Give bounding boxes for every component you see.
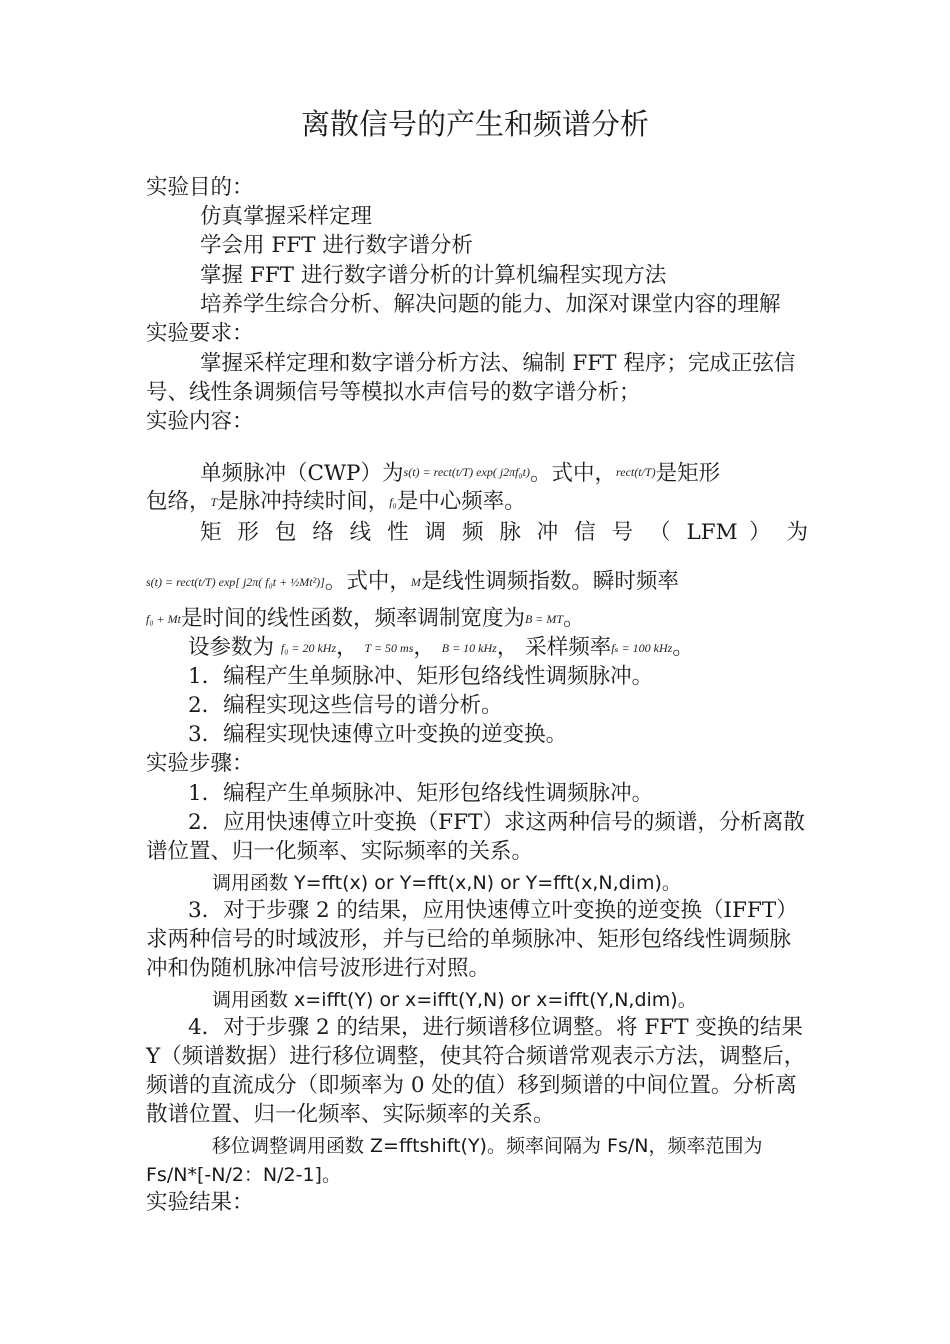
cwp-paragraph-line-1 <box>200 457 720 489</box>
lfm-text: 是线性调频指数。瞬时频率 <box>420 569 679 594</box>
params-sep: ， <box>336 635 358 660</box>
step-3-function-call: 调用函数 x=ifft(Y) or x=ifft(Y,N) or x=ifft(Y,N,dim)。 <box>212 989 697 1011</box>
step-3-line: 3．对于步骤 2 的结果，应用快速傅立叶变换的逆变换（IFFT） <box>188 898 798 923</box>
step-4-line: 4．对于步骤 2 的结果，进行频谱移位调整。将 FFT 变换的结果 <box>188 1015 803 1040</box>
task-item: 1．编程产生单频脉冲、矩形包络线性调频脉冲。 <box>188 664 654 689</box>
symbol-M: M <box>410 575 421 589</box>
task-item: 3．编程实现快速傅立叶变换的逆变换。 <box>188 722 568 747</box>
symbol-f0: f₀ <box>389 495 397 509</box>
lfm-formula-line <box>146 567 679 597</box>
step-4-line: 频谱的直流成分（即频率为 0 处的值）移到频谱的中间位置。分析离 <box>146 1073 797 1098</box>
section-heading-results: 实验结果： <box>146 1190 254 1215</box>
purpose-item: 仿真掌握采样定理 <box>200 204 373 229</box>
section-heading-requirements: 实验要求： <box>146 321 254 346</box>
step-4-function-call: Fs/N*[-N/2：N/2-1]。 <box>146 1164 341 1186</box>
cwp-text: 包络， <box>146 489 211 514</box>
cwp-formula: s(t) = rect(t/T) exp( j2πf₀t) <box>403 465 530 479</box>
lfm-text: 是时间的线性函数，频率调制宽度为 <box>180 606 525 631</box>
cwp-text: 是脉冲持续时间， <box>217 489 390 514</box>
cwp-end-text: 是矩形 <box>655 461 721 486</box>
params-sep: ， <box>496 635 519 660</box>
cwp-text: 是中心频率。 <box>396 489 526 514</box>
purpose-item: 学会用 FFT 进行数字谱分析 <box>200 233 473 258</box>
purpose-item: 培养学生综合分析、解决问题的能力、加深对课堂内容的理解 <box>200 292 781 317</box>
step-4-function-call: 移位调整调用函数 Z=fftshift(Y)。频率间隔为 Fs/N，频率范围为 <box>212 1135 763 1157</box>
document-title: 离散信号的产生和频谱分析 <box>300 107 649 141</box>
param-B: B = 10 kHz <box>441 641 497 655</box>
step-2-function-call: 调用函数 Y=fft(x) or Y=fft(x,N) or Y=fft(x,N,dim)。 <box>212 872 681 894</box>
cwp-intro-text: 单频脉冲（CWP）为 <box>200 461 404 486</box>
requirements-text-line: 号、线性条调频信号等模拟水声信号的数字谱分析； <box>146 380 641 405</box>
lfm-formula: s(t) = rect(t/T) exp[ j2π( f₀t + ½Mt²)] <box>146 575 325 589</box>
instantaneous-frequency: f₀ + Mt <box>146 612 181 626</box>
section-heading-purpose: 实验目的： <box>146 175 254 200</box>
params-sep: ， <box>413 635 435 660</box>
params-fs-label: 采样频率 <box>525 635 612 660</box>
params-end: 。 <box>672 635 694 660</box>
step-1: 1．编程产生单频脉冲、矩形包络线性调频脉冲。 <box>188 781 654 806</box>
param-T: T = 50 ms <box>364 641 414 655</box>
section-heading-steps: 实验步骤： <box>146 751 254 776</box>
rect-function: rect(t/T) <box>616 465 656 479</box>
task-item: 2．编程实现这些信号的谱分析。 <box>188 693 503 718</box>
step-4-line: 散谱位置、归一化频率、实际频率的关系。 <box>146 1102 555 1127</box>
lfm-desc-line <box>146 604 585 634</box>
cwp-paragraph-line-2 <box>146 487 526 517</box>
step-4-line: Y（频谱数据）进行移位调整，使其符合频谱常观表示方法，调整后， <box>146 1044 806 1069</box>
param-fs: fₛ = 100 kHz <box>611 641 673 655</box>
param-f0: f₀ = 20 kHz <box>280 641 337 655</box>
requirements-text-line: 掌握采样定理和数字谱分析方法、编制 FFT 程序；完成正弦信 <box>200 351 796 376</box>
step-3-line: 冲和伪随机脉冲信号波形进行对照。 <box>146 956 491 981</box>
lfm-text: 。 <box>563 606 585 631</box>
step-3-line: 求两种信号的时域波形，并与已给的单频脉冲、矩形包络线性调频脉 <box>146 927 792 952</box>
cwp-mid-text: 。式中， <box>530 461 617 486</box>
purpose-item: 掌握 FFT 进行数字谱分析的计算机编程实现方法 <box>200 263 667 288</box>
params-label: 设参数为 <box>188 635 275 660</box>
section-heading-content: 实验内容： <box>146 409 254 434</box>
lfm-heading-line: 矩 形 包 络 线 性 调 频 脉 冲 信 号 （ LFM ） 为 <box>200 520 808 545</box>
bandwidth-formula: B = MT <box>524 612 564 626</box>
parameters-line <box>188 633 694 663</box>
step-2-line: 2．应用快速傅立叶变换（FFT）求这两种信号的频谱，分析离散 <box>188 810 805 835</box>
step-2-line: 谱位置、归一化频率、实际频率的关系。 <box>146 839 534 864</box>
lfm-text: 。式中， <box>324 569 411 594</box>
symbol-T: T <box>210 495 218 509</box>
